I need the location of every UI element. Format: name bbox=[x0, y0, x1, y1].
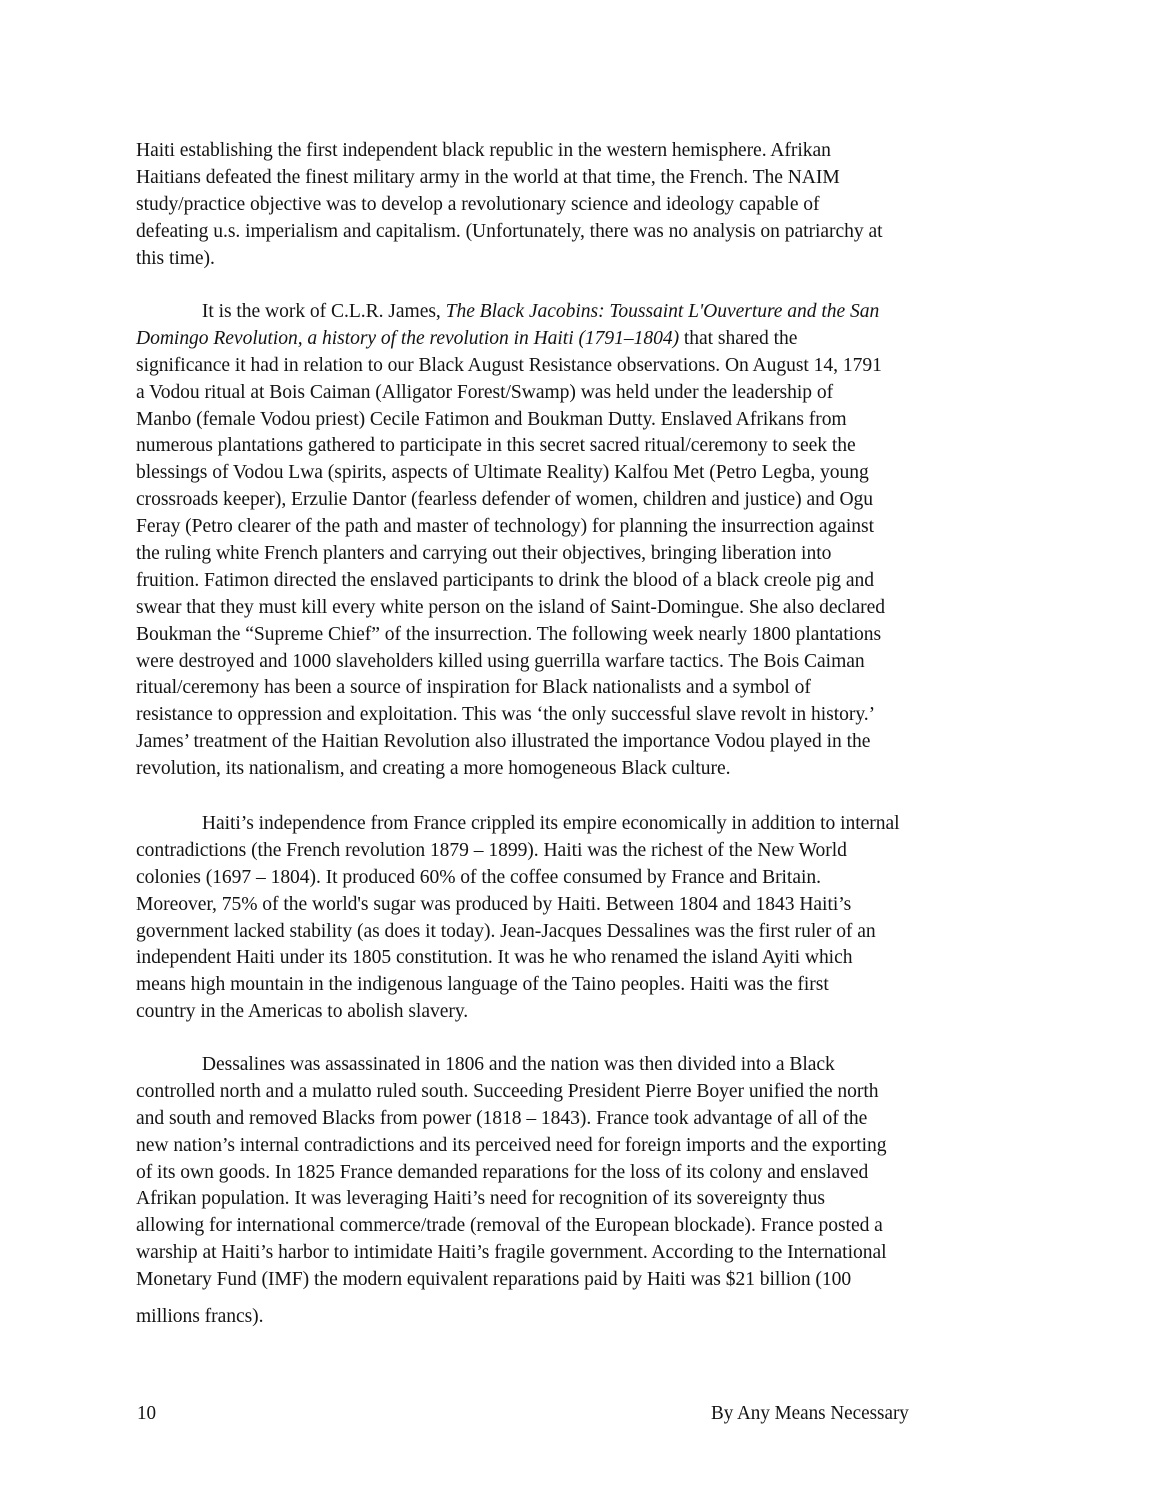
text-line bbox=[136, 298, 996, 325]
text-run: controlled north and a mulatto ruled south. Succeeding President Pierre Boyer unified the north bbox=[136, 1079, 879, 1102]
text-line bbox=[136, 164, 996, 191]
text-run: a Vodou ritual at Bois Caiman (Alligator Forest/Swamp) was held under the leadership of bbox=[136, 380, 834, 403]
text-run: of its own goods. In 1825 France demanded reparations for the loss of its colony and enslaved bbox=[136, 1160, 869, 1183]
text-run: were destroyed and 1000 slaveholders killed using guerrilla warfare tactics. The Bois Caiman bbox=[136, 649, 865, 672]
text-run: fruition. Fatimon directed the enslaved participants to drink the blood of a black creole pig and bbox=[136, 568, 875, 591]
text-line bbox=[136, 1159, 996, 1186]
italic-title-text: The Black Jacobins: Toussaint L'Ouverture and the San bbox=[445, 300, 880, 322]
text-run: country in the Americas to abolish slavery. bbox=[136, 1000, 469, 1023]
text-line bbox=[136, 1239, 996, 1266]
text-run: Afrikan population. It was leveraging Haiti’s need for recognition of its sovereignty thus bbox=[136, 1187, 825, 1210]
text-run: revolution, its nationalism, and creating a more homogeneous Black culture. bbox=[136, 757, 731, 780]
text-line bbox=[136, 1105, 996, 1132]
text-line bbox=[136, 621, 996, 648]
text-line bbox=[136, 245, 996, 272]
text-run: Haitians defeated the finest military army in the world at that time, the French. The NAIM bbox=[136, 165, 840, 188]
text-line bbox=[136, 810, 996, 837]
text-line bbox=[136, 728, 996, 755]
text-run: government lacked stability (as does it today). Jean-Jacques Dessalines was the first ruler of an bbox=[136, 919, 876, 942]
paragraph-3 bbox=[136, 810, 1036, 1025]
text-run: numerous plantations gathered to participate in this secret sacred ritual/ceremony to seek the bbox=[136, 434, 856, 457]
text-line bbox=[136, 218, 996, 245]
text-run: warship at Haiti’s harbor to intimidate Haiti’s fragile government. According to the International bbox=[136, 1241, 887, 1264]
paragraph-4 bbox=[136, 1051, 1036, 1330]
paragraph-1 bbox=[136, 137, 1036, 271]
text-line bbox=[136, 891, 996, 918]
text-line bbox=[136, 837, 996, 864]
text-run: blessings of Vodou Lwa (spirits, aspects of Ultimate Reality) Kalfou Met (Petro Legba, young bbox=[136, 461, 869, 484]
text-line bbox=[136, 701, 996, 728]
italic-title-text: Domingo Revolution, a history of the revolution in Haiti (1791–1804) bbox=[136, 326, 680, 349]
text-line bbox=[136, 432, 996, 459]
text-run: James’ treatment of the Haitian Revolution also illustrated the importance Vodou played in the bbox=[136, 730, 871, 753]
text-line bbox=[136, 352, 996, 379]
text-run: means high mountain in the indigenous language of the Taino peoples. Haiti was the first bbox=[136, 973, 829, 996]
text-run: and south and removed Blacks from power (1818 – 1843). France took advantage of all of the bbox=[136, 1106, 868, 1129]
text-line bbox=[136, 1132, 996, 1159]
text-line bbox=[136, 648, 996, 675]
text-line bbox=[136, 971, 996, 998]
text-line bbox=[136, 513, 996, 540]
running-footer-title: By Any Means Necessary bbox=[711, 1402, 909, 1424]
text-line bbox=[136, 137, 996, 164]
text-run: independent Haiti under its 1805 constitution. It was he who renamed the island Ayiti which bbox=[136, 946, 853, 969]
text-line bbox=[136, 1212, 996, 1239]
text-line bbox=[136, 567, 996, 594]
text-run: the ruling white French planters and carrying out their objectives, bringing liberation into bbox=[136, 542, 832, 565]
text-line bbox=[136, 594, 996, 621]
text-line bbox=[136, 379, 996, 406]
text-run: Monetary Fund (IMF) the modern equivalent reparations paid by Haiti was $21 billion (100 bbox=[136, 1268, 852, 1291]
text-run: resistance to oppression and exploitation. This was ‘the only successful slave revolt in history.’ bbox=[136, 703, 876, 726]
text-line bbox=[136, 755, 996, 782]
text-line bbox=[136, 944, 996, 971]
text-line bbox=[136, 191, 996, 218]
text-run: crossroads keeper), Erzulie Dantor (fearless defender of women, children and justice) and Ogu bbox=[136, 488, 874, 511]
text-run: Manbo (female Vodou priest) Cecile Fatimon and Boukman Dutty. Enslaved Afrikans from bbox=[136, 407, 847, 430]
text-line bbox=[136, 998, 996, 1025]
text-line bbox=[136, 1078, 996, 1105]
text-run: that shared the bbox=[679, 326, 798, 349]
text-run: Boukman the “Supreme Chief” of the insurrection. The following week nearly 1800 plantations bbox=[136, 622, 882, 645]
text-run: millions francs). bbox=[136, 1305, 264, 1328]
text-line bbox=[136, 918, 996, 945]
text-line bbox=[136, 864, 996, 891]
text-line bbox=[136, 1185, 996, 1212]
text-run: Dessalines was assassinated in 1806 and the nation was then divided into a Black bbox=[201, 1053, 835, 1075]
text-run: this time). bbox=[136, 246, 215, 269]
text-line bbox=[136, 406, 996, 433]
text-line bbox=[136, 1266, 996, 1293]
text-run: swear that they must kill every white person on the island of Saint-Domingue. She also declared bbox=[136, 595, 886, 618]
text-run: study/practice objective was to develop a revolutionary science and ideology capable of bbox=[136, 192, 820, 215]
text-run: defeating u.s. imperialism and capitalism. (Unfortunately, there was no analysis on patriarchy at bbox=[136, 219, 883, 242]
text-line bbox=[136, 1051, 996, 1078]
text-run: new nation’s internal contradictions and its perceived need for foreign imports and the exporting bbox=[136, 1133, 887, 1156]
text-run: colonies (1697 – 1804). It produced 60% of the coffee consumed by France and Britain. bbox=[136, 865, 821, 888]
text-run: Haiti’s independence from France crippled its empire economically in addition to internal bbox=[201, 812, 900, 834]
text-run: contradictions (the French revolution 1879 – 1899). Haiti was the richest of the New World bbox=[136, 838, 847, 861]
text-line bbox=[136, 459, 996, 486]
text-run: significance it had in relation to our Black August Resistance observations. On August 14, 1791 bbox=[136, 353, 882, 376]
page-number: 10 bbox=[137, 1402, 157, 1424]
text-line bbox=[136, 540, 996, 567]
text-line bbox=[136, 325, 996, 352]
text-line bbox=[136, 486, 996, 513]
paragraph-2 bbox=[136, 298, 1036, 782]
text-run: Haiti establishing the first independent black republic in the western hemisphere. Afrikan bbox=[136, 139, 831, 161]
text-run: Moreover, 75% of the world's sugar was produced by Haiti. Between 1804 and 1843 Haiti’s bbox=[136, 892, 852, 915]
text-run: allowing for international commerce/trade (removal of the European blockade). France posted a bbox=[136, 1214, 883, 1237]
text-run: It is the work of C.L.R. James, bbox=[201, 300, 446, 322]
text-line bbox=[136, 1303, 996, 1330]
text-line bbox=[136, 674, 996, 701]
text-run: Feray (Petro clearer of the path and master of technology) for planning the insurrection against bbox=[136, 515, 875, 538]
text-run: ritual/ceremony has been a source of inspiration for Black nationalists and a symbol of bbox=[136, 676, 811, 699]
